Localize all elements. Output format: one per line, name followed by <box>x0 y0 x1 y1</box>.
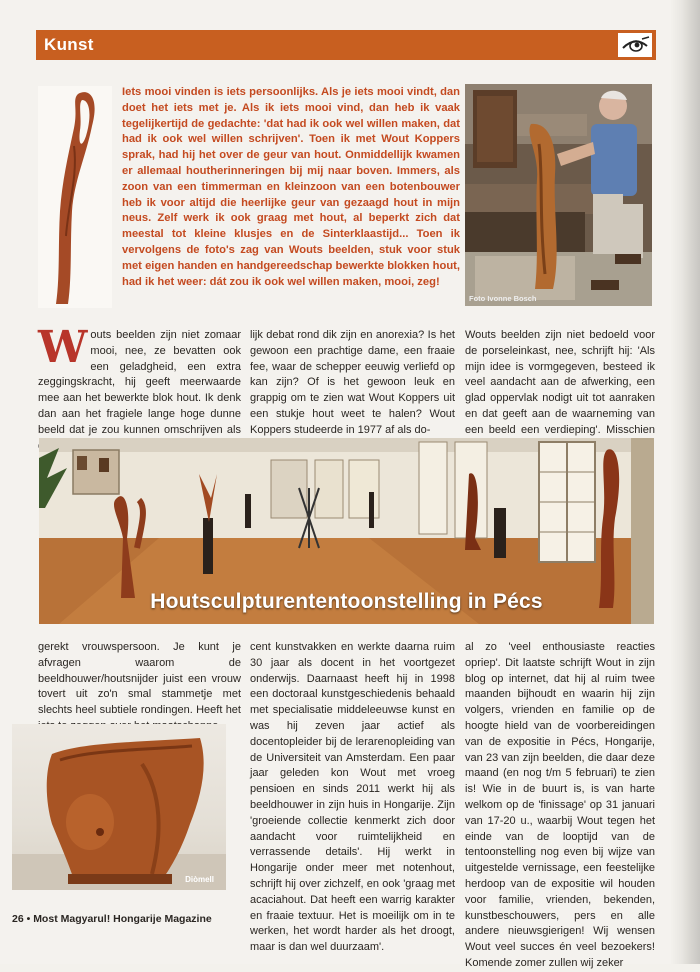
intro-sculpture-photo <box>38 86 112 308</box>
woodshop-photo <box>465 84 652 306</box>
column-1-top-text: outs beelden zijn niet zomaar mooi, nee, ze bevatten ook een geladgheid, een extra zeggingskracht, hij geeft meerwaarde mee aan het bewerkte blok hout. Ik denk dan aan het fragiele lange hoge dunne beeld dat je zou kunnen omschrijven als <box>38 329 241 436</box>
eye-logo-icon <box>618 33 652 57</box>
dropcap-letter: W <box>38 322 88 373</box>
article-column-1-bottom: gerekt vrouwspersoon. Je kunt je afvragen waarom de beeldhouwer/houtsnijder juist een vrouw tovert uit zo'n smal stammetje met slechts heel subtiele rondingen. Heeft het <box>38 641 241 717</box>
article-column-3-top <box>465 328 655 454</box>
exhibition-gallery-photo <box>39 438 654 624</box>
section-header <box>36 30 656 60</box>
photo-credit: Foto Ivonne Bosch <box>469 294 537 303</box>
column-3-top-text: Wouts beelden zijn niet bedoeld voor de porseleinkast, nee, schrijft hij: 'Als mijn idee is vormgegeven, besteed ik veel aandacht aan de afwerking, een glad oppervlak nodigt uit tot aanraken en dat geeft aan de waarneming van een beeld een verdieping'. Misschien <box>465 329 655 436</box>
page-binding-shadow <box>670 0 700 964</box>
article-column-1-top <box>38 322 241 454</box>
exhibition-title: Houtsculpturententoonstelling in Pécs <box>150 590 543 613</box>
page-footer: 26 • Most Magyarul! Hongarije Magazine <box>12 913 212 925</box>
article-column-2-bottom: cent kunstvakken en werkte daarna ruim 30 jaar als docent in het voortgezet onderwijs. Daarnaast heeft hij in 1998 een doctoraal kunstgeschiedenis behaald met specialisatie middeleeuwse kunst en was hij zeven jaar actief als docentopleider bij de lerarenopleiding van de Universiteit van Amsterdam. Een paar jaar geleden kon Wout met vroeg pensioen en sinds 2011 werkt hij als beeldhouwer in zijn huis in Hongarije. Zijn 'groeiende collectie kenmerkt zich door aandacht voor ruimtelijkheid en verrassende details'. Hij werkt in Hongarije onder meer met notenhout, schrijft hij over zichzelf, en ook 'graag met acaciahout. Dat heeft een warrig karakter en fraaie textuur. Het is moeilijk om in te werken, het wordt harder als het droogt, maar is dan wel duurzaam'. <box>250 641 455 954</box>
section-title: Kunst <box>44 35 94 54</box>
photo-caption: Diòmell <box>185 875 214 884</box>
diomell-sculpture-photo <box>12 724 226 890</box>
intro-paragraph: Iets mooi vinden is iets persoonlijks. Als je iets mooi vindt, dan doet het iets met je. Als ik iets mooi vind, dan heb ik vaak tegelijkertijd de gedachte: 'dat had ik ook wel willen maken, dat had ik ook wel willen schrijven'. Toen ik met Wout Koppers sprak, had hij het over de geur van hout. Onmiddellijk kwamen er allemaal houtherinneringen bij mij naar boven. Immers, als zoon van een timmerman en kleinzoon van een botenbouwer heb ik voor altijd die heerlijke geur van gezaagd hout in mijn neus. Zelf werk ik ook graag met hout, al beperkt zich dat meestal tot kleine klusjes en de Sinterklaastijd... Toen ik vervolgens de foto's zag van Wouts beelden, stuk voor stuk met eigen handen en handgereedschap bewerkte blokken hout, had ik het weer: dát zou ik ook wel willen maken, mooi, zeg! <box>122 86 460 288</box>
article-column-3-bottom: al zo 'veel enthousiaste reacties opriep'. Dit laatste schrijft Wout in zijn blog op internet, dat hij al ruim twee maanden bijhoudt en waarin hij zijn volgers, vrienden en familie op de hoogte hield van de voorbereidingen van de expositie in Pécs, Hongarije, van 23 van zijn beelden, die daar deze maand (en nog t/m 5 februari) te zien is! Wie in de buurt is, is van harte welkom op de 'finissage' op 31 januari van 17-20 u., waarbij Wout tegen het einde van de looptijd van de tentoonstelling nog even bij wijze van uitgestelde vernissage, een feestelijke herdoop van de expositie wil houden voor familie, vrienden, bekenden, kunstbeschouwers, pers en alle andere nieuwsgierigen! Wij wensen Wout veel succes én veel bezoekers! Komende zomer zullen wij zeker <box>465 641 655 969</box>
article-column-2-top: lijk debat rond dik zijn en anorexia? Is het gewoon een prachtige dame, een fraaie fee, waar de schepper eeuwig verliefd op kan zijn? Of is het gewoon leuk en grappig om te zien wat Wout Koppers uit een stukje hout weet te halen? Wout Koppers studeerde in 1977 af als do- <box>250 329 455 436</box>
